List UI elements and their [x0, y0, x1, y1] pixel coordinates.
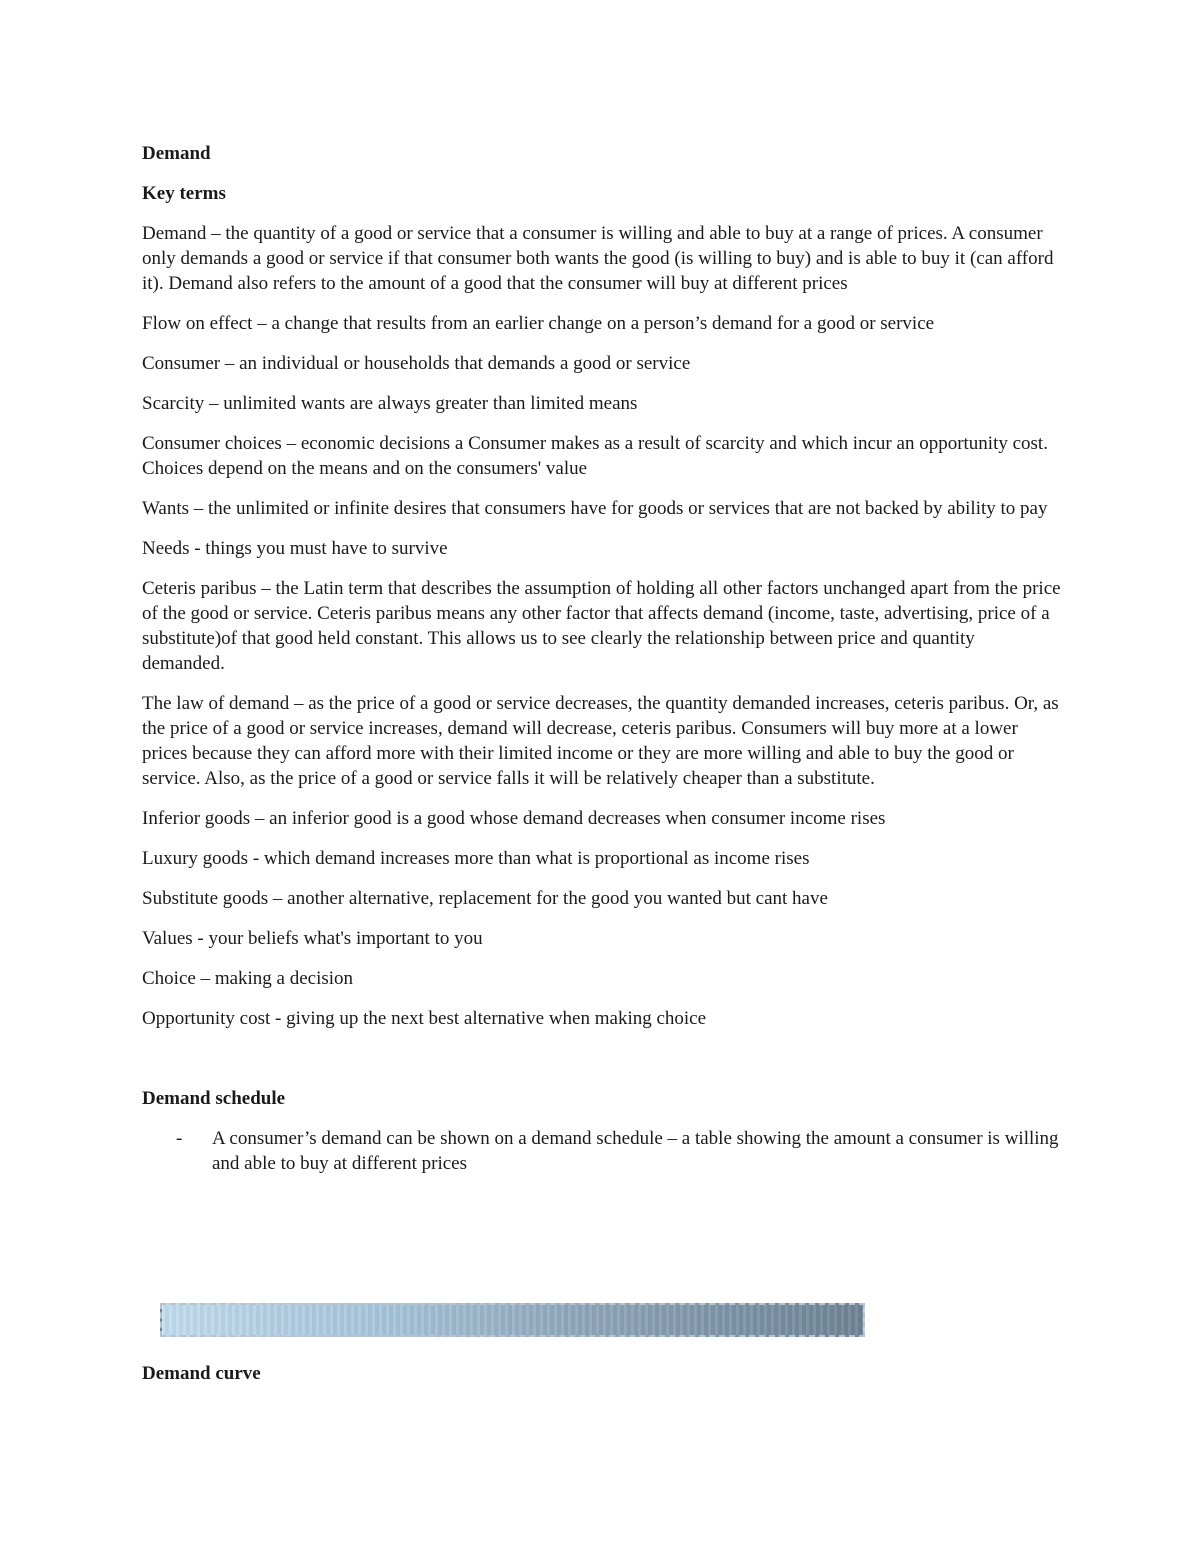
term-choice: Choice – making a decision: [142, 968, 354, 989]
document-body: [142, 141, 1062, 1191]
term-values: Values - your beliefs what's important to you: [142, 928, 483, 949]
term-needs: Needs - things you must have to survive: [142, 538, 448, 559]
term-inferior-goods: Inferior goods – an inferior good is a good whose demand decreases when consumer income rises: [142, 808, 886, 829]
list-item: [142, 1126, 1062, 1176]
embedded-image-placeholder: [160, 1303, 865, 1337]
term-flow-on-effect: Flow on effect – a change that results from an earlier change on a person’s demand for a good or service: [142, 313, 935, 334]
term-consumer-choices: Consumer choices – economic decisions a Consumer makes as a result of scarcity and which incur an opportunity cost. Choices depend on the means and on the consumers' value: [142, 433, 1048, 479]
bullet-text: A consumer’s demand can be shown on a demand schedule – a table showing the amount a consumer is willing and able to buy at different prices: [212, 1128, 1059, 1174]
term-opportunity-cost: Opportunity cost - giving up the next best alternative when making choice: [142, 1008, 707, 1029]
term-substitute-goods: Substitute goods – another alternative, replacement for the good you wanted but cant have: [142, 888, 828, 909]
term-law-of-demand: The law of demand – as the price of a good or service decreases, the quantity demanded increases, ceteris paribus. Or, as the price of a good or service increases, demand will decrease, ceteris paribus. Consumers will buy more at a lower prices because they can afford more with their limited income or they are more willing and able to buy the good or service. Also, as the price of a good or service falls it will be relatively cheaper than a substitute.: [142, 693, 1059, 789]
term-consumer: Consumer – an individual or households that demands a good or service: [142, 353, 691, 374]
page-title: Demand: [142, 143, 211, 164]
term-wants: Wants – the unlimited or infinite desires that consumers have for goods or services that are not backed by ability to pay: [142, 498, 1048, 519]
section-spacer: [142, 1046, 1062, 1086]
term-ceteris-paribus: Ceteris paribus – the Latin term that describes the assumption of holding all other factors unchanged apart from the price of the good or service. Ceteris paribus means any other factor that affects demand (income, taste, advertising, price of a substitute)of that good held constant. This allows us to see clearly the relationship between price and quantity demanded.: [142, 578, 1061, 674]
bullet-dash: -: [176, 1128, 183, 1149]
term-demand: Demand – the quantity of a good or service that a consumer is willing and able to buy at a range of prices. A consumer only demands a good or service if that consumer both wants the good (is willing to buy) and is able to buy it (can afford it). Demand also refers to the amount of a good that the consumer will buy at different prices: [142, 223, 1054, 294]
demand-schedule-heading: Demand schedule: [142, 1088, 286, 1109]
term-scarcity: Scarcity – unlimited wants are always greater than limited means: [142, 393, 638, 414]
term-luxury-goods: Luxury goods - which demand increases more than what is proportional as income rises: [142, 848, 810, 869]
key-terms-heading: Key terms: [142, 183, 226, 204]
demand-curve-heading: Demand curve: [142, 1363, 261, 1384]
